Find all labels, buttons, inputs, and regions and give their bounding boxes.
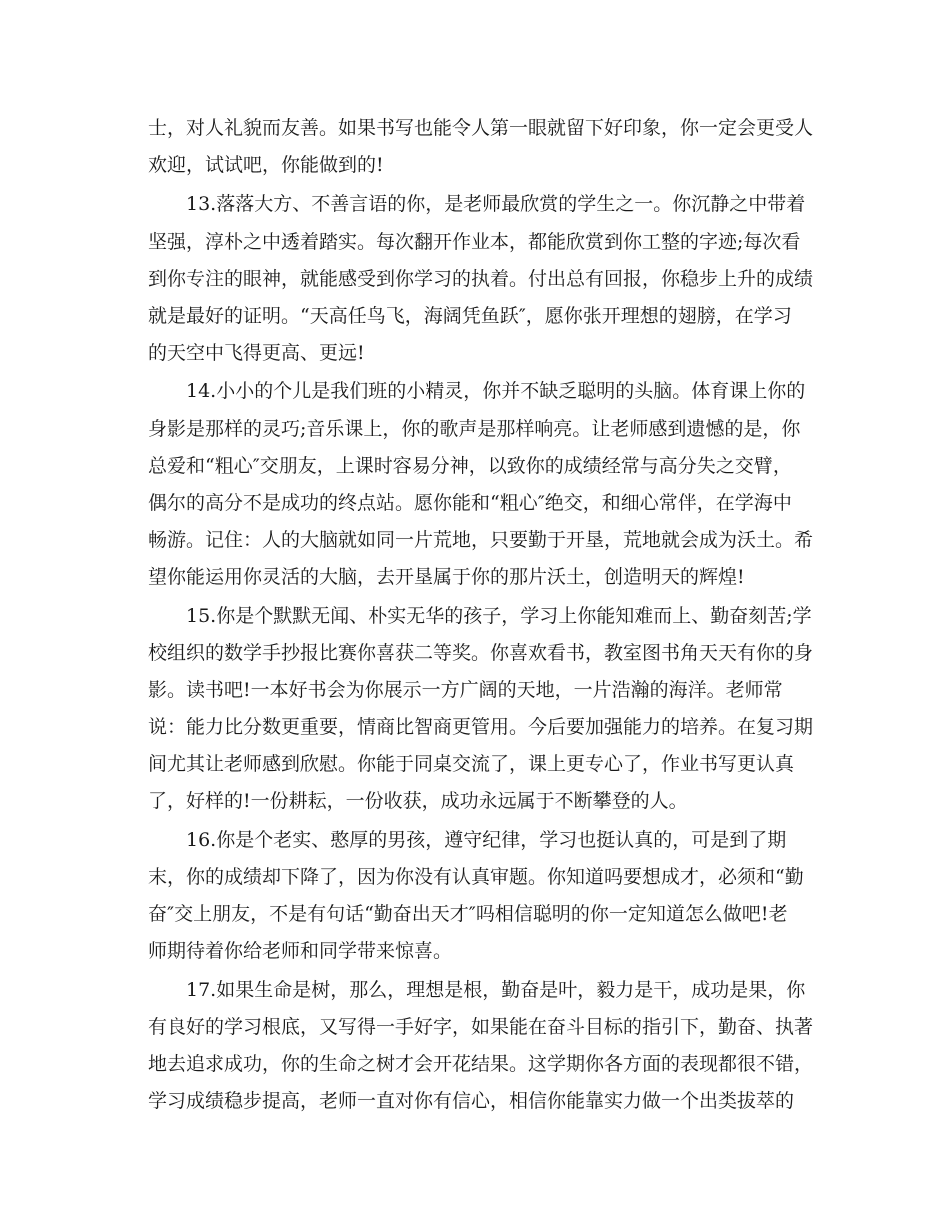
text-line: 就是最好的证明。“天高任鸟飞，海阔凭鱼跃″，愿你张开理想的翅膀，在学习 [148, 305, 792, 327]
text-line: 到你专注的眼神，就能感受到你学习的执着。付出总有回报，你稳步上升的成绩 [148, 268, 814, 290]
text-line: 总爱和“粗心″交朋友，上课时容易分神，以致你的成绩经常与高分失之交臂， [148, 455, 792, 477]
paragraph-15-start: 15.你是个默默无闻、朴实无华的孩子，学习上你能知难而上、勤奋刻苦;学 [186, 605, 812, 627]
text-line: 望你能运用你灵活的大脑，去开垦属于你的那片沃土，创造明天的辉煌! [148, 566, 745, 588]
text-line: 学习成绩稳步提高，老师一直对你有信心，相信你能靠实力做一个出类拔萃的 [148, 1090, 795, 1112]
text-line: 间尤其让老师感到欣慰。你能于同桌交流了，课上更专心了，作业书写更认真 [148, 753, 795, 775]
text-line: 坚强，淳朴之中透着踏实。每次翻开作业本，都能欣赏到你工整的字迹;每次看 [148, 231, 801, 253]
text-line: 说：能力比分数更重要，情商比智商更管用。今后要加强能力的培养。在复习期 [148, 716, 814, 738]
text-line: 身影是那样的灵巧;音乐课上，你的歌声是那样响亮。让老师感到遗憾的是，你 [148, 418, 801, 440]
paragraph-17-start: 17.如果生命是树，那么，理想是根，勤奋是叶，毅力是干，成功是果，你 [186, 979, 806, 1001]
text-line: 末，你的成绩却下降了，因为你没有认真审题。你知道吗要想成才，必须和“勤 [148, 866, 804, 888]
text-line: 畅游。记住：人的大脑就如同一片荒地，只要勤于开垦，荒地就会成为沃土。希 [148, 529, 814, 551]
text-line: 奋″交上朋友，不是有句话“勤奋出天才″吗相信聪明的你一定知道怎么做吧!老 [148, 903, 788, 925]
paragraph-16-start: 16.你是个老实、憨厚的男孩，遵守纪律，学习也挺认真的，可是到了期 [186, 829, 787, 851]
text-line: 偶尔的高分不是成功的终点站。愿你能和“粗心″绝交，和细心常伴，在学海中 [148, 492, 792, 514]
text-line: 地去追求成功，你的生命之树才会开花结果。这学期你各方面的表现都很不错， [148, 1053, 814, 1075]
text-line: 影。读书吧!一本好书会为你展示一方广阔的天地，一片浩瀚的海洋。老师常 [148, 679, 783, 701]
text-line: 欢迎，试试吧，你能做到的! [148, 154, 384, 176]
text-line: 的天空中飞得更高、更远! [148, 342, 365, 364]
text-line: 师期待着你给老师和同学带来惊喜。 [148, 940, 453, 962]
text-line: 了，好样的!一份耕耘，一份收获，成功永远属于不断攀登的人。 [148, 790, 688, 812]
text-line: 有良好的学习根底，又写得一手好字，如果能在奋斗目标的指引下，勤奋、执著 [148, 1016, 814, 1038]
text-line: 校组织的数学手抄报比赛你喜获二等奖。你喜欢看书，教室图书角天天有你的身 [148, 642, 814, 664]
paragraph-13-start: 13.落落大方、不善言语的你，是老师最欣赏的学生之一。你沉静之中带着 [186, 193, 806, 215]
text-line: 士，对人礼貌而友善。如果书写也能令人第一眼就留下好印象，你一定会更受人 [148, 117, 814, 139]
paragraph-14-start: 14.小小的个儿是我们班的小精灵，你并不缺乏聪明的头脑。体育课上你的 [186, 380, 806, 402]
